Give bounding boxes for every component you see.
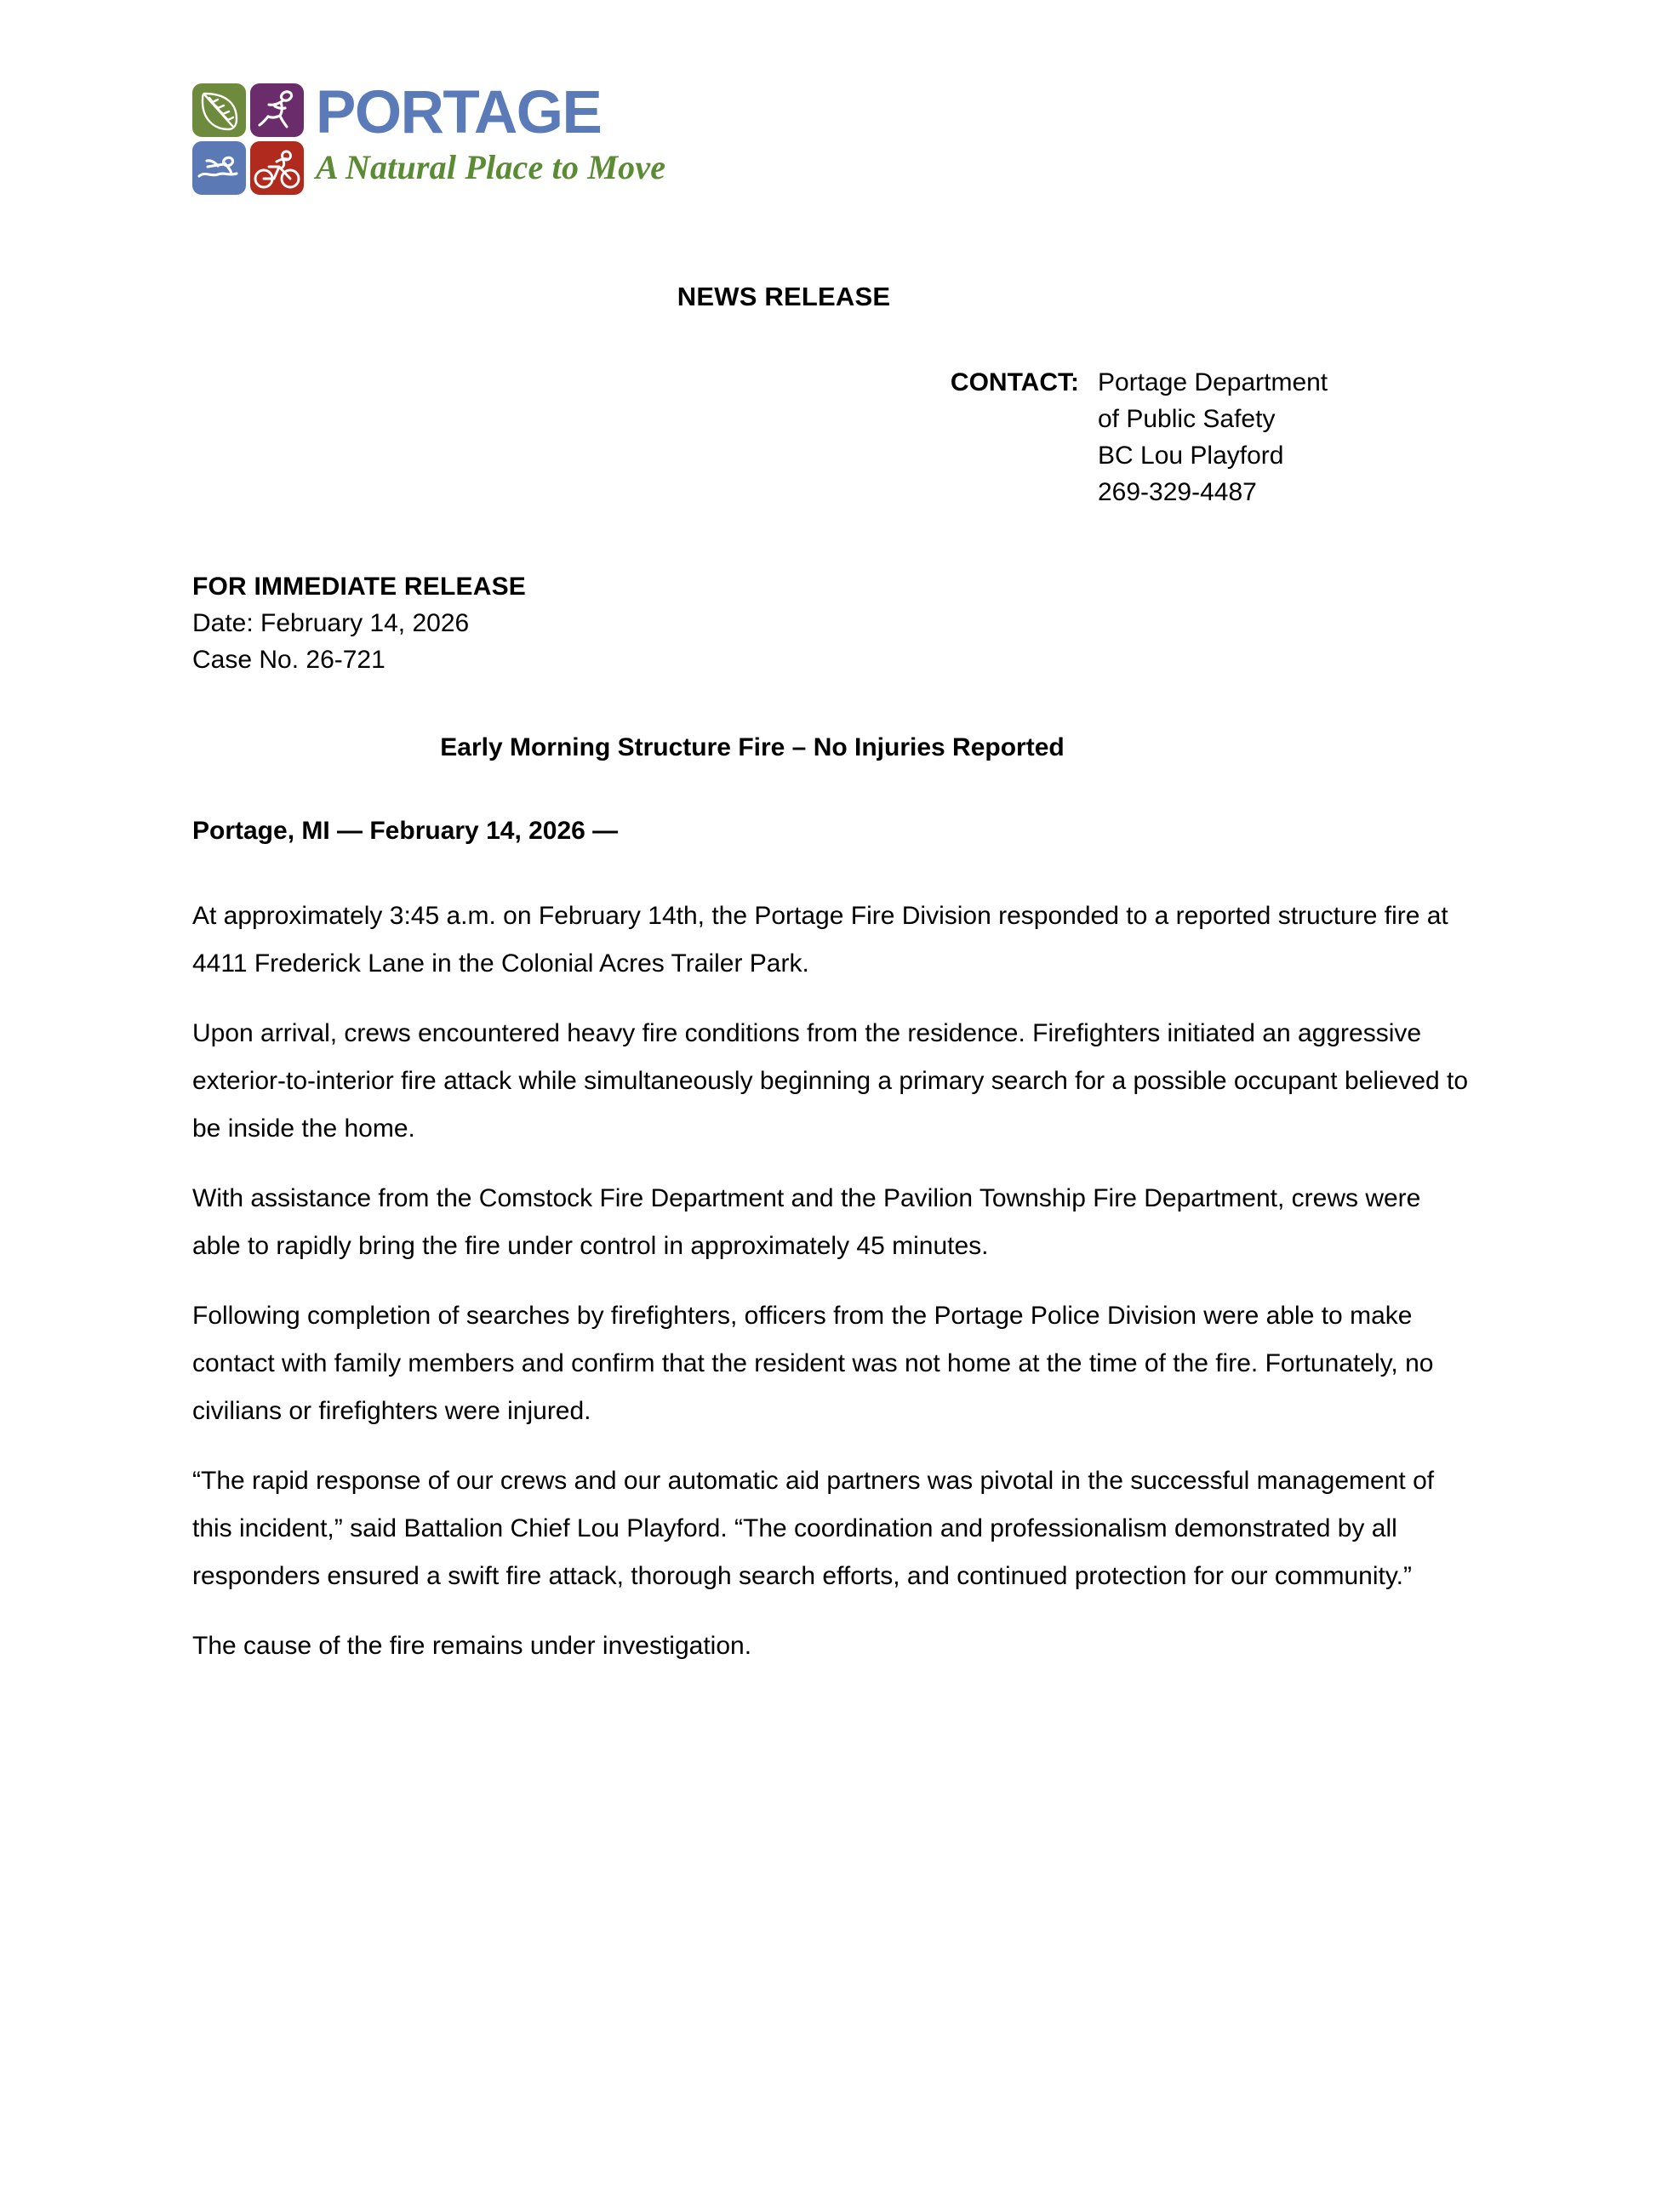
contact-line: Portage Department xyxy=(1098,368,1328,396)
leaf-icon xyxy=(192,83,246,137)
contact-phone: 269-329-4487 xyxy=(1098,478,1257,506)
swimmer-icon xyxy=(192,141,246,195)
runner-icon xyxy=(250,83,304,137)
body-paragraph: With assistance from the Comstock Fire Department and the Pavilion Township Fire Department, crews were able to rapidly bring the fire under control in approximately 45 minutes. xyxy=(192,1184,1421,1260)
contact-label: CONTACT: xyxy=(950,368,1079,396)
release-case-number: Case No. 26-721 xyxy=(192,646,386,674)
logo-icon-tiles xyxy=(192,83,304,195)
page-title: NEWS RELEASE xyxy=(677,282,891,311)
contact-line: BC Lou Playford xyxy=(1098,442,1284,470)
article-dateline: Portage, MI — February 14, 2026 — xyxy=(192,817,619,845)
contact-details xyxy=(1098,364,1396,510)
body-paragraph-quote: “The rapid response of our crews and our automatic aid partners was pivotal in the successful management of this incident,” said Battalion Chief Lou Playford. “The coordination and professionalism demonstrated by all responders ensured a swift fire attack, thorough search efforts, and continued protection for our community.” xyxy=(192,1467,1435,1590)
document-body xyxy=(192,281,1469,1670)
portage-logo xyxy=(192,79,666,195)
body-paragraph: Following completion of searches by firefighters, officers from the Portage Police Division were able to make contact with family members and confirm that the resident was not home at the time of the fire. Fortunately, no civilians or firefighters were injured. xyxy=(192,1302,1434,1425)
release-date: Date: February 14, 2026 xyxy=(192,609,470,637)
logo-wordmark-group xyxy=(316,79,666,187)
contact-line: of Public Safety xyxy=(1098,405,1276,433)
logo-tagline: A Natural Place to Move xyxy=(316,148,666,186)
cyclist-icon xyxy=(250,141,304,195)
article-headline: Early Morning Structure Fire – No Injuries Reported xyxy=(440,733,1065,761)
body-paragraph: At approximately 3:45 a.m. on February 14th, the Portage Fire Division responded to a reported structure fire at 4411 Frederick Lane in the Colonial Acres Trailer Park. xyxy=(192,902,1448,978)
body-paragraph: Upon arrival, crews encountered heavy fire conditions from the residence. Firefighters initiated an aggressive exterior-to-interior fire attack while simultaneously beginning a primary search for a possible occupant believed to be inside the home. xyxy=(192,1019,1469,1143)
body-paragraph: The cause of the fire remains under investigation. xyxy=(192,1632,752,1660)
for-immediate-release-label: FOR IMMEDIATE RELEASE xyxy=(192,573,526,601)
logo-wordmark: PORTAGE xyxy=(316,79,602,146)
release-info-block xyxy=(192,568,1469,678)
contact-block xyxy=(192,364,1469,510)
